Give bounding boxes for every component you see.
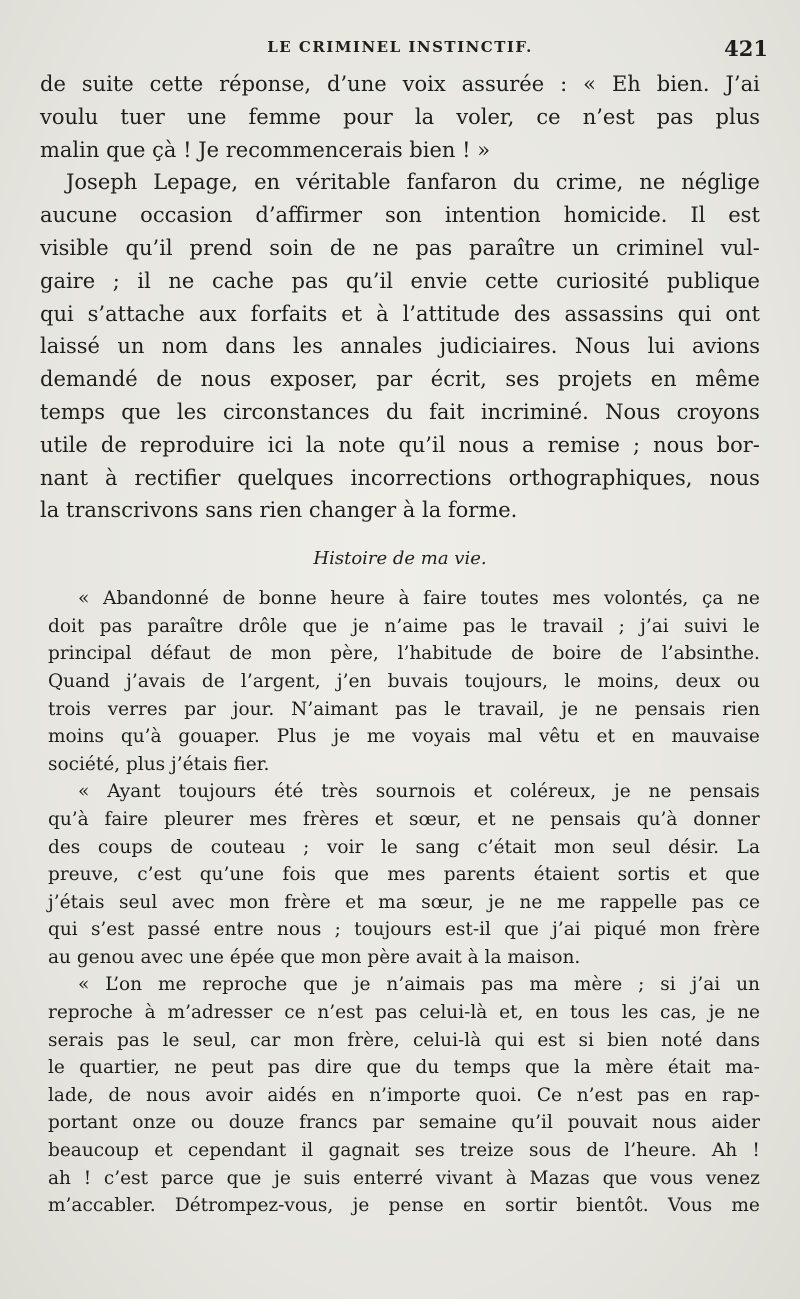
story-line: portant onze ou douze francs par semaine qu’il pouvait nous aider [48, 1112, 760, 1134]
story-line: « Abandonné de bonne heure à faire toutes mes volontés, ça ne [78, 588, 760, 610]
running-title: LE CRIMINEL INSTINCTIF. [267, 38, 533, 56]
story-line: « L’on me reproche que je n’aimais pas ma mère ; si j’ai un [78, 974, 760, 996]
section-title: Histoire de ma vie. [313, 548, 487, 570]
text-line: Joseph Lepage, en véritable fanfaron du crime, ne néglige [66, 170, 760, 195]
story-line: moins qu’à gouaper. Plus je me voyais mal vêtu et en mauvaise [48, 726, 760, 748]
story-line: trois verres par jour. N’aimant pas le travail, je ne pensais rien [48, 698, 760, 720]
text-line: aucune occasion d’affirmer son intention homicide. Il est [40, 203, 760, 228]
story-line: j’étais seul avec mon frère et ma sœur, je ne me rappelle pas ce [48, 891, 760, 913]
text-line: laissé un nom dans les annales judiciaires. Nous lui avions [40, 334, 760, 359]
story-line: « Ayant toujours été très sournois et coléreux, je ne pensais [78, 781, 760, 803]
text-line: qui s’attache aux forfaits et à l’attitude des assassins qui ont [40, 301, 760, 326]
story-line: m’accabler. Détrompez-vous, je pense en sortir bientôt. Vous me [48, 1195, 760, 1217]
story-line: lade, de nous avoir aidés en n’importe quoi. Ce n’est pas en rap- [48, 1084, 760, 1106]
text-line: utile de reproduire ici la note qu’il nous a remise ; nous bor- [40, 432, 760, 457]
text-line: voulu tuer une femme pour la voler, ce n’est pas plus [40, 104, 760, 129]
story-line: reproche à m’adresser ce n’est pas celui-là et, en tous les cas, je ne [48, 1002, 760, 1024]
text-line: la transcrivons sans rien changer à la forme. [40, 498, 518, 523]
text-line: demandé de nous exposer, par écrit, ses projets en même [40, 367, 760, 392]
text-line: visible qu’il prend soin de ne pas paraître un criminel vul- [40, 235, 760, 260]
story-line: serais pas le seul, car mon frère, celui-là qui est si bien noté dans [48, 1029, 760, 1051]
story-text [48, 585, 760, 1220]
story-line: société, plus j’étais fier. [48, 753, 270, 775]
story-line: qu’à faire pleurer mes frères et sœur, et ne pensais qu’à donner [48, 808, 760, 830]
story-line: principal défaut de mon père, l’habitude de boire de l’absinthe. [48, 643, 760, 665]
story-line: doit pas paraître drôle que je n’aime pas le travail ; j’ai suivi le [48, 615, 760, 637]
text-line: nant à rectifier quelques incorrections orthographiques, nous [40, 465, 760, 490]
story-line: qui s’est passé entre nous ; toujours est-il que j’ai piqué mon frère [48, 919, 760, 941]
intro-text [40, 68, 760, 527]
page-body [40, 68, 760, 1220]
story-line: le quartier, ne peut pas dire que du temps que la mère était ma- [48, 1057, 760, 1079]
story-line: beaucoup et cependant il gagnait ses treize sous de l’heure. Ah ! [48, 1140, 760, 1162]
story-line: ah ! c’est parce que je suis enterré vivant à Mazas que vous venez [48, 1167, 760, 1189]
story-line: Quand j’avais de l’argent, j’en buvais toujours, le moins, deux ou [48, 670, 760, 692]
story-line: preuve, c’est qu’une fois que mes parents étaient sortis et que [48, 864, 760, 886]
page-header [0, 36, 800, 66]
story-line: au genou avec une épée que mon père avait à la maison. [48, 946, 581, 968]
text-line: de suite cette réponse, d’une voix assurée : « Eh bien. J’ai [40, 72, 760, 96]
page-number: 421 [724, 36, 768, 61]
text-line: gaire ; il ne cache pas qu’il envie cette curiosité publique [40, 268, 760, 293]
text-line: malin que çà ! Je recommencerais bien ! » [40, 137, 491, 162]
text-line: temps que les circonstances du fait incriminé. Nous croyons [40, 399, 760, 424]
story-line: des coups de couteau ; voir le sang c’était mon seul désir. La [48, 836, 760, 858]
